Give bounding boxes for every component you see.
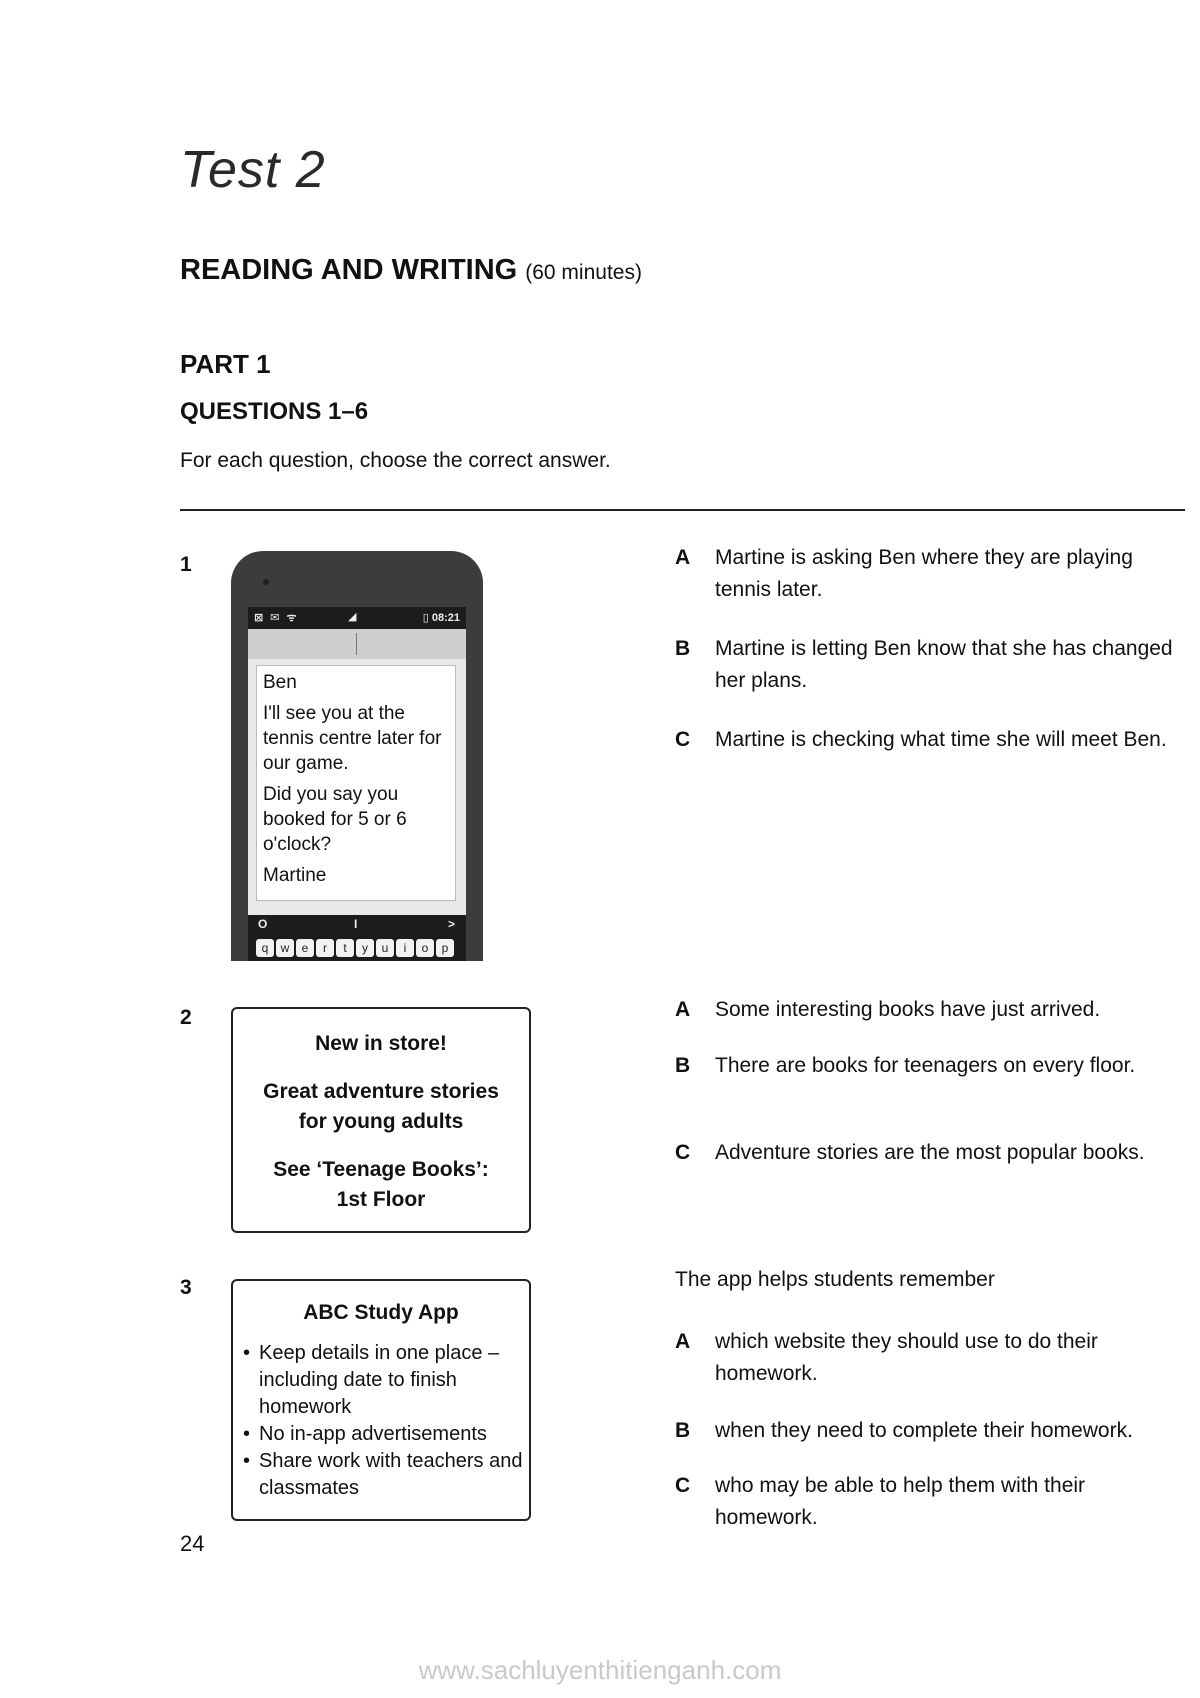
- option-letter: C: [675, 1141, 691, 1164]
- app-feature: • No in-app advertisements: [241, 1421, 529, 1448]
- option-text: Martine is asking Ben where they are playing tennis later.: [715, 546, 1133, 601]
- phone-screen: [248, 659, 466, 915]
- option-2b[interactable]: [675, 1050, 1185, 1116]
- option-letter: A: [675, 998, 691, 1021]
- key: o: [416, 939, 434, 957]
- option-3c[interactable]: [675, 1470, 1185, 1536]
- keyboard-row: [256, 939, 454, 957]
- phone-address-bar: [248, 629, 466, 659]
- message-line: I'll see you at the tennis centre later for our game.: [263, 703, 442, 774]
- camera-dot: [263, 579, 269, 585]
- page-number: 24: [180, 1531, 205, 1556]
- key: q: [256, 939, 274, 957]
- phone-keyboard: [248, 935, 466, 961]
- option-2c[interactable]: [675, 1137, 1185, 1203]
- option-text: who may be able to help them with their homework.: [715, 1474, 1086, 1529]
- app-feature: • Keep details in one place – including date to finish homework: [241, 1340, 529, 1421]
- option-text: which website they should use to do their homework.: [715, 1330, 1098, 1385]
- message-signature: Martine: [263, 865, 327, 886]
- option-text: when they need to complete their homework.: [715, 1419, 1133, 1442]
- section-title: [180, 254, 642, 287]
- notice-line: See ‘Teenage Books’: 1st Floor: [273, 1158, 489, 1211]
- question-number-2: 2: [180, 1006, 192, 1029]
- message-recipient: Ben: [263, 672, 297, 693]
- option-text: Adventure stories are the most popular books.: [715, 1141, 1145, 1164]
- key: u: [376, 939, 394, 957]
- question-stem: The app helps students remember: [675, 1268, 995, 1291]
- option-1c[interactable]: [675, 724, 1185, 790]
- app-feature: • Share work with teachers and classmates: [241, 1448, 529, 1502]
- option-letter: B: [675, 637, 691, 660]
- part-title: PART 1: [180, 349, 271, 379]
- key: e: [296, 939, 314, 957]
- option-1a[interactable]: [675, 542, 1185, 608]
- option-text: Martine is letting Ben know that she has changed her plans.: [715, 637, 1173, 692]
- watermark: www.sachluyenthitienganh.com: [418, 1655, 782, 1685]
- option-1b[interactable]: [675, 633, 1185, 699]
- app-title: ABC Study App: [303, 1301, 459, 1324]
- option-letter: B: [675, 1419, 691, 1442]
- option-text: Some interesting books have just arrived.: [715, 998, 1101, 1021]
- question-range: QUESTIONS 1–6: [180, 398, 369, 425]
- option-letter: A: [675, 1330, 691, 1353]
- key: w: [276, 939, 294, 957]
- message-line: Did you say you booked for 5 or 6 o'clock?: [263, 784, 407, 855]
- option-3b[interactable]: [675, 1415, 1185, 1449]
- phone-image: [231, 551, 483, 961]
- study-app-box: [231, 1279, 531, 1521]
- option-letter: A: [675, 546, 691, 569]
- home-icon: O: [258, 917, 268, 931]
- test-title: Test 2: [180, 141, 326, 199]
- section-duration: (60 minutes): [525, 261, 642, 284]
- notice-heading: New in store!: [315, 1032, 447, 1055]
- option-letter: C: [675, 1474, 691, 1497]
- app-features: [233, 1340, 529, 1502]
- option-3a[interactable]: [675, 1326, 1185, 1392]
- option-letter: B: [675, 1054, 691, 1077]
- divider: [180, 509, 1185, 511]
- chevron-right-icon: >: [448, 917, 456, 931]
- key: t: [336, 939, 354, 957]
- key: i: [396, 939, 414, 957]
- status-icons: ⊠ ✉ ᯤ: [254, 612, 299, 624]
- phone-clock: ▯ 08:21: [422, 612, 460, 624]
- key: r: [316, 939, 334, 957]
- key: y: [356, 939, 374, 957]
- key: p: [436, 939, 454, 957]
- option-text: There are books for teenagers on every floor.: [715, 1054, 1136, 1077]
- option-text: Martine is checking what time she will meet Ben.: [715, 728, 1167, 751]
- instruction: For each question, choose the correct answer.: [180, 449, 611, 472]
- option-letter: C: [675, 728, 691, 751]
- question-number-3: 3: [180, 1276, 192, 1299]
- question-number-1: 1: [180, 553, 192, 576]
- phone-status-bar: [248, 607, 466, 629]
- signal-icon: ◢: [348, 611, 357, 623]
- option-2a[interactable]: [675, 994, 1185, 1028]
- section-title-text: READING AND WRITING: [180, 254, 518, 286]
- notice-line: Great adventure stories for young adults: [263, 1080, 499, 1133]
- store-notice: [231, 1007, 531, 1233]
- text-message: [256, 665, 456, 901]
- phone-clock-time: 08:21: [431, 612, 460, 624]
- phone-nav-bar: [248, 915, 466, 935]
- cursor-icon: I: [354, 917, 358, 931]
